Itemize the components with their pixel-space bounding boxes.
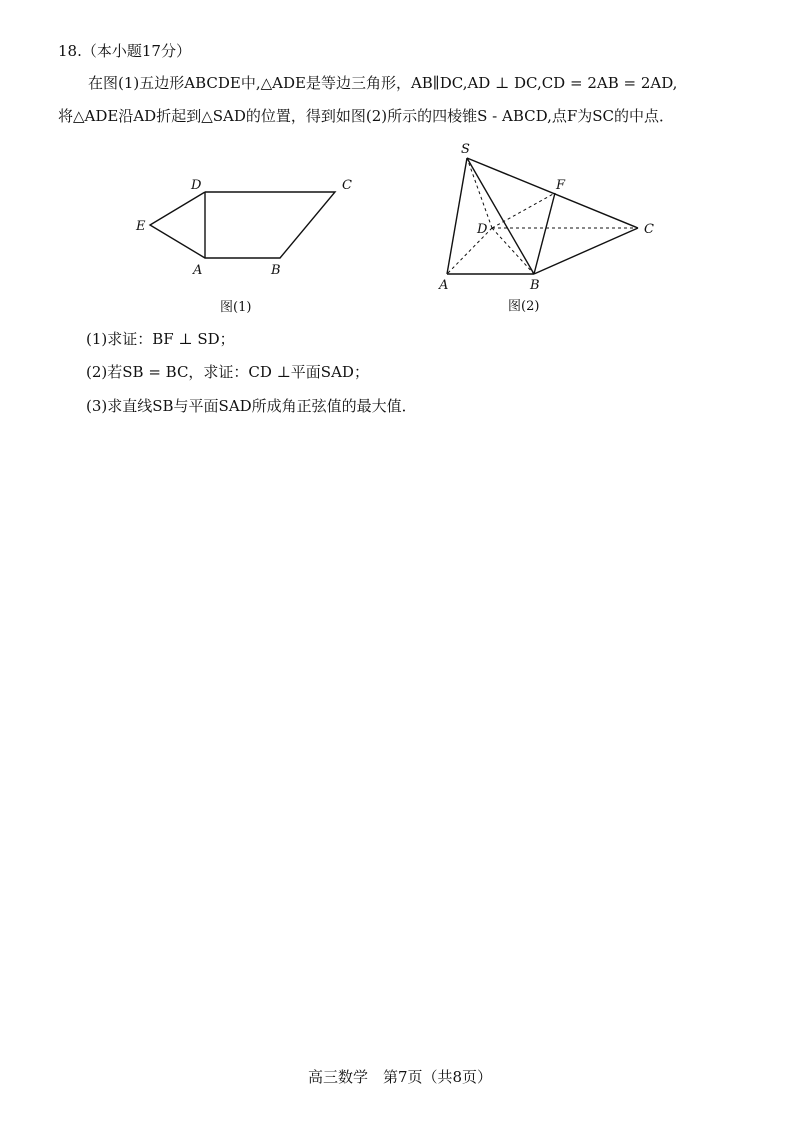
figure-2-label-f: F bbox=[556, 178, 566, 193]
segment-df bbox=[492, 193, 555, 228]
figure-2-label-a: A bbox=[439, 278, 449, 293]
segment-bf bbox=[534, 193, 555, 274]
edge-sc bbox=[467, 158, 638, 228]
problem-statement-line-1: 在图(1)五边形ABCDE中,△ADE是等边三角形，AB∥DC,AD ⊥ DC,CD = 2AB = 2AD, bbox=[88, 74, 678, 92]
sub-question-2: (2)若SB = BC，求证：CD ⊥平面SAD； bbox=[86, 363, 369, 381]
edge-sd bbox=[467, 158, 492, 228]
sub-question-3: (3)求直线SB与平面SAD所成角正弦值的最大值． bbox=[86, 397, 417, 415]
figure-2-label-b: B bbox=[530, 278, 540, 293]
edge-sa bbox=[447, 158, 467, 274]
figure-1-label-b: B bbox=[271, 263, 281, 278]
figure-1-label-a: A bbox=[193, 263, 203, 278]
sub-question-1: (1)求证：BF ⊥ SD； bbox=[86, 330, 235, 348]
figure-2-label-d: D bbox=[477, 222, 488, 237]
problem-statement-line-2: 将△ADE沿AD折起到△SAD的位置，得到如图(2)所示的四棱锥S - ABCD,点F为SC的中点． bbox=[58, 107, 675, 125]
figure-2-label-s: S bbox=[461, 142, 470, 157]
figure-1-label-c: C bbox=[342, 178, 352, 193]
figure-1-label-e: E bbox=[136, 219, 146, 234]
figure-2-label-c: C bbox=[644, 222, 654, 237]
figure-1-caption: 图(1) bbox=[220, 300, 252, 315]
figure-2-caption: 图(2) bbox=[508, 299, 540, 314]
segment-db bbox=[492, 228, 534, 274]
figure-1-outline bbox=[150, 192, 335, 258]
figure-1-pentagon bbox=[120, 170, 370, 320]
edge-bc bbox=[534, 228, 638, 274]
figure-2-pyramid bbox=[435, 140, 670, 320]
figure-1-label-d: D bbox=[191, 178, 202, 193]
question-header: 18.（本小题17分） bbox=[58, 42, 191, 60]
page-footer: 高三数学 第7页（共8页） bbox=[307, 1068, 493, 1086]
edge-sb bbox=[467, 158, 534, 274]
